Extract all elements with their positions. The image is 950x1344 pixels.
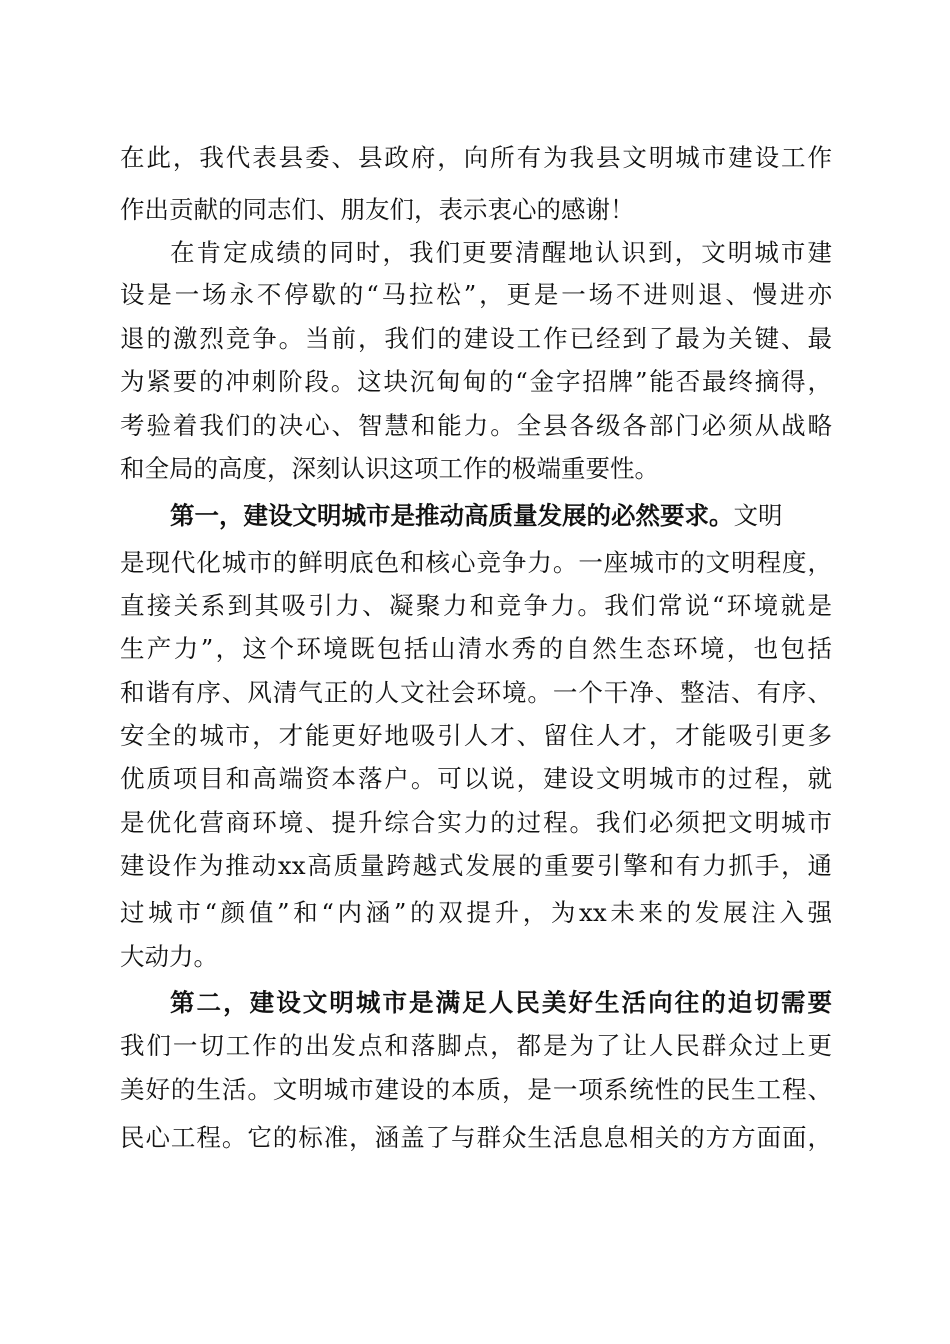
text-line: 优质项目和高端资本落户。可以说，建设文明城市的过程，就 [120,764,832,793]
text-line: 是优化营商环境、提升综合实力的过程。我们必须把文明城市 [120,808,832,837]
text-line: 和谐有序、风清气正的人文社会环境。一个干净、整洁、有序、 [120,678,832,707]
text-line: 安全的城市，才能更好地吸引人才、留住人才，才能吸引更多 [120,721,832,750]
text-line: 是现代化城市的鲜明底色和核心竞争力。一座城市的文明程度， [120,548,832,577]
text-line: 和全局的高度，深刻认识这项工作的极端重要性。 [120,454,659,483]
text-line: 建设作为推动xx高质量跨越式发展的重要引擎和有力抓手，通 [120,851,832,880]
text-line: 美好的生活。文明城市建设的本质，是一项系统性的民生工程、 [120,1075,832,1104]
text-line-heading-1 [170,496,832,536]
text-line: 设是一场永不停歇的“马拉松”，更是一场不进则退、慢进亦 [120,280,832,309]
text-line: 大动力。 [120,942,218,971]
text-line: 为紧要的冲刺阶段。这块沉甸甸的“金字招牌”能否最终摘得， [120,367,832,396]
text-line: 我们一切工作的出发点和落脚点，都是为了让人民群众过上更 [120,1031,832,1060]
text-line: 生产力”，这个环境既包括山清水秀的自然生态环境，也包括 [120,634,832,663]
text-line: 过城市“颜值”和“内涵”的双提升，为xx未来的发展注入强 [120,898,832,927]
text-line: 作出贡献的同志们、朋友们，表示衷心的感谢！ [120,195,635,224]
heading-first: 第一，建设文明城市是推动高质量发展的必然要求。 [170,501,734,530]
text-line-heading-2: 第二，建设文明城市是满足人民美好生活向往的迫切需要 [170,988,832,1017]
text-line: 在此，我代表县委、县政府，向所有为我县文明城市建设工作 [120,143,832,172]
text-line: 退的激烈竞争。当前，我们的建设工作已经到了最为关键、最 [120,324,832,353]
text-line: 民心工程。它的标准，涵盖了与群众生活息息相关的方方面面， [120,1123,832,1152]
text-line: 考验着我们的决心、智慧和能力。全县各级各部门必须从战略 [120,411,832,440]
text-line: 在肯定成绩的同时，我们更要清醒地认识到，文明城市建 [170,238,832,267]
heading-first-continuation: 文明 [733,501,783,530]
text-line: 直接关系到其吸引力、凝聚力和竞争力。我们常说“环境就是 [120,591,832,620]
